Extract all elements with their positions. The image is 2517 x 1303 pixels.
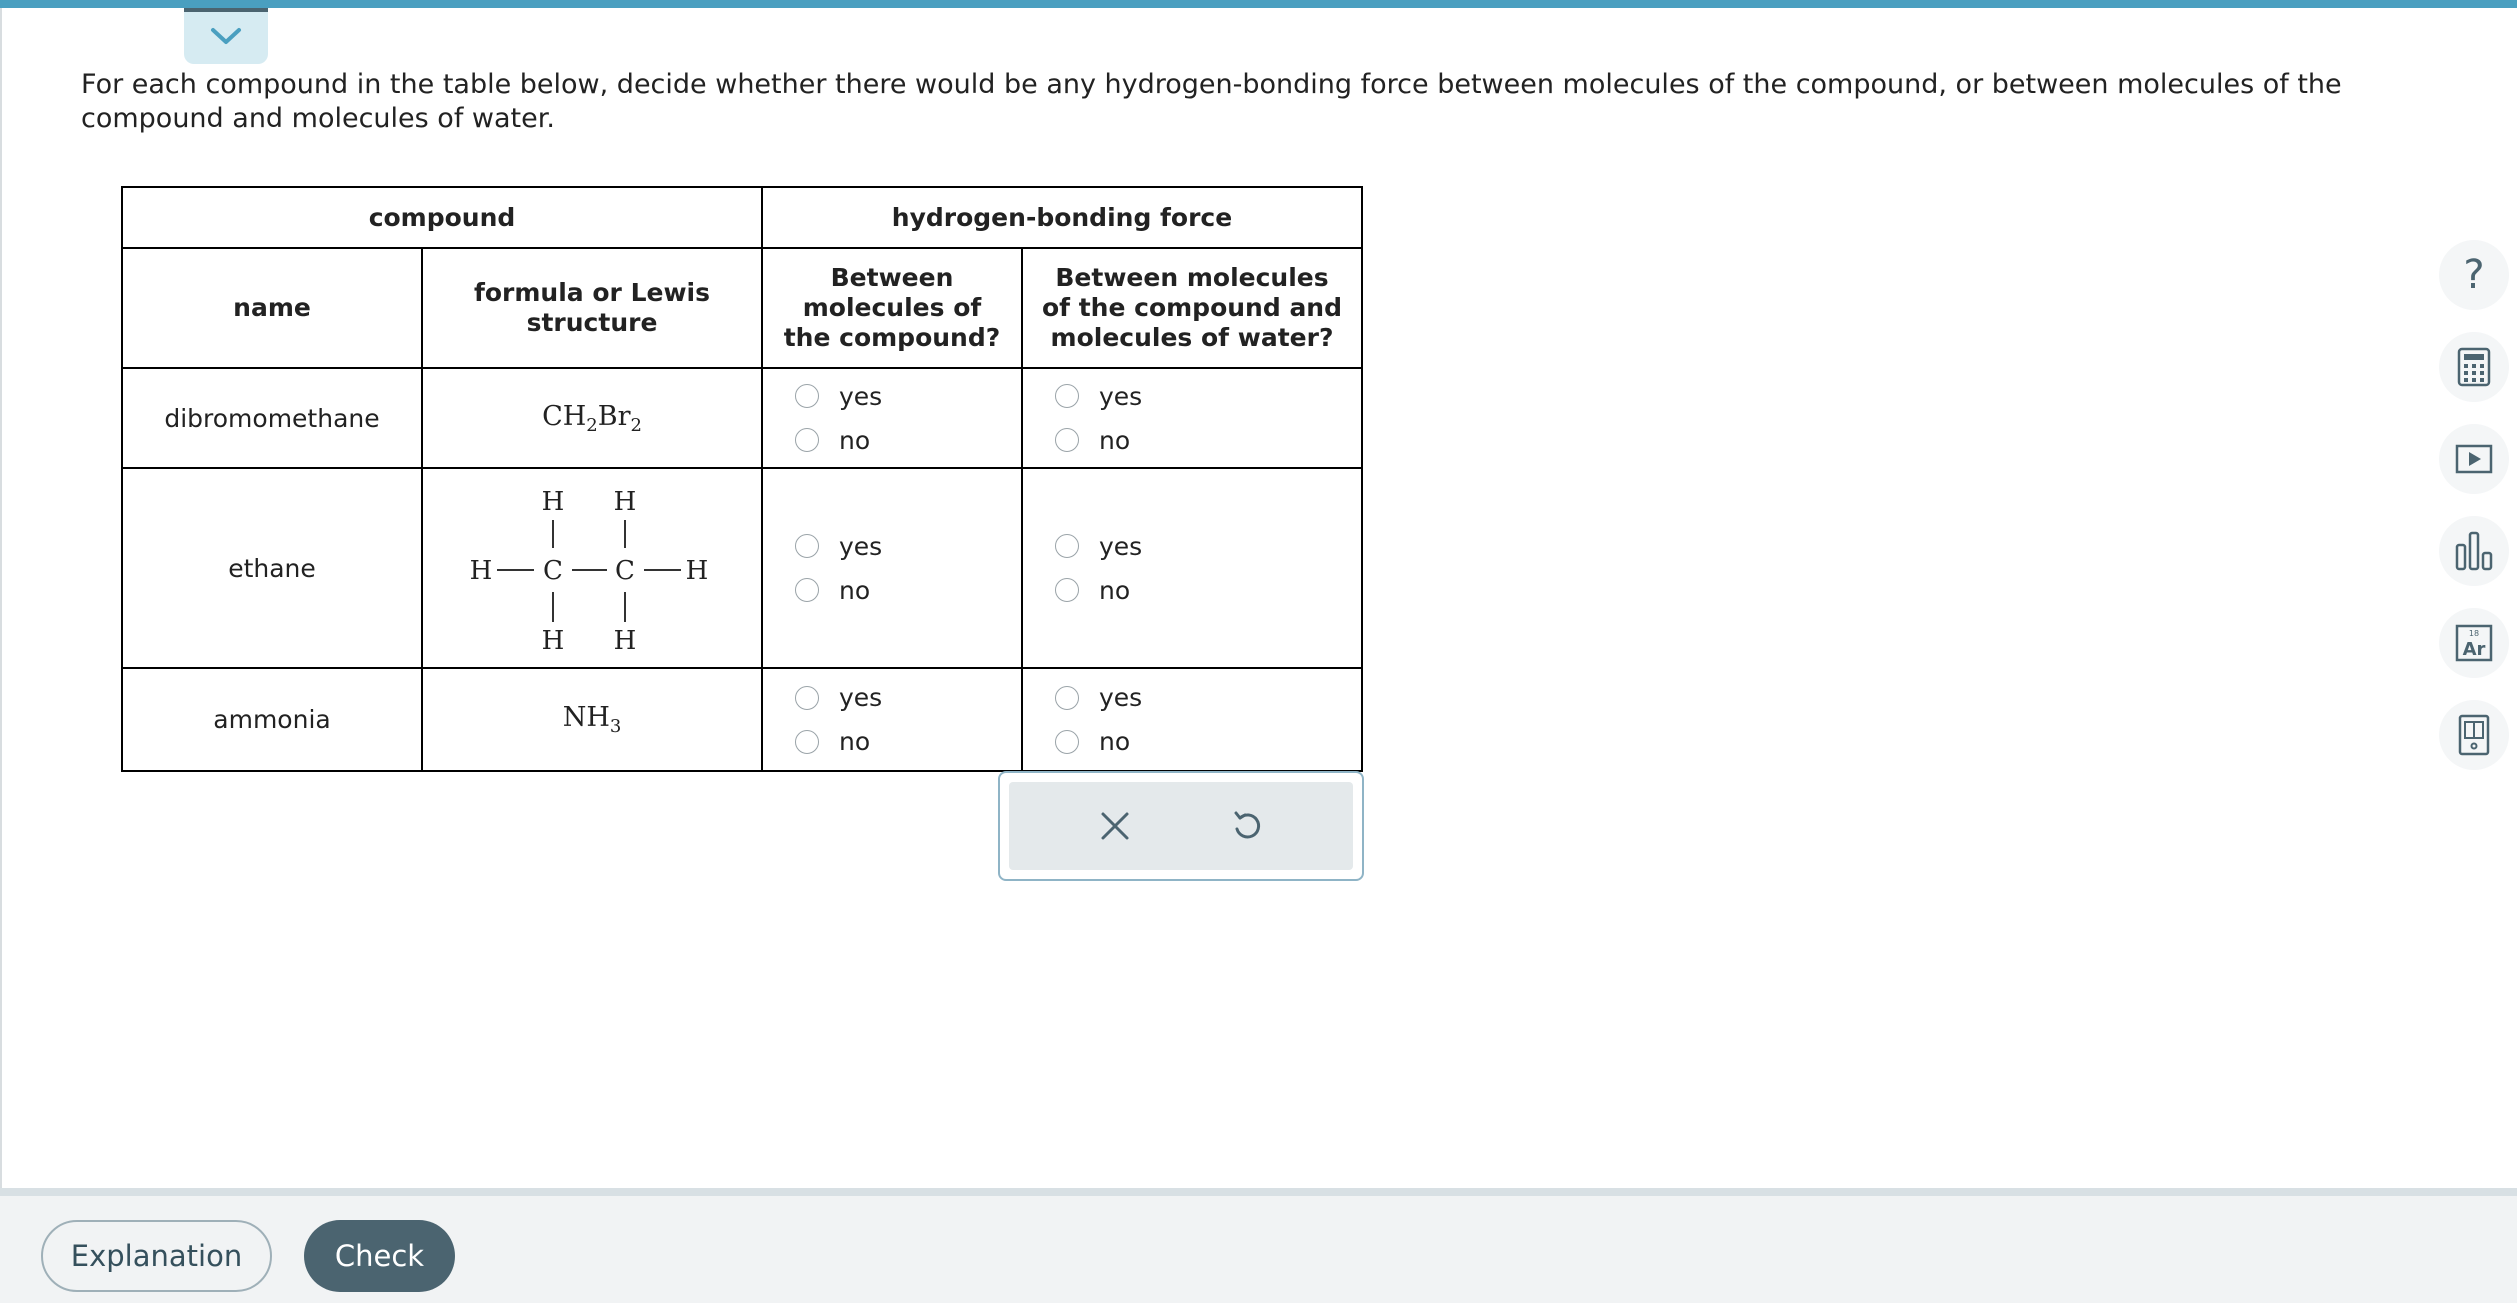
radio-button[interactable]: [1055, 384, 1079, 408]
chemical-formula: $NH_3$: [562, 702, 622, 737]
radio-no[interactable]: no: [795, 720, 1021, 764]
radio-button[interactable]: [795, 428, 819, 452]
answer-action-box: [998, 771, 1364, 881]
radio-no[interactable]: no: [1055, 720, 1361, 764]
radio-button[interactable]: [795, 384, 819, 408]
table-row: [122, 668, 1362, 771]
calculator-button[interactable]: [2439, 332, 2509, 402]
table-row: [122, 468, 1362, 668]
radio-no[interactable]: no: [795, 418, 1021, 462]
table-row: [122, 368, 1362, 468]
undo-button[interactable]: [1212, 791, 1282, 861]
water-choices: [1022, 668, 1362, 771]
svg-text:H: H: [613, 626, 637, 656]
answer-action-bar: [1009, 782, 1353, 870]
video-icon: [2455, 444, 2493, 474]
left-border: [0, 8, 2, 1188]
between-choices: [762, 668, 1022, 771]
x-icon: [1100, 811, 1130, 841]
svg-text:H: H: [685, 556, 709, 586]
radio-yes[interactable]: yes: [795, 374, 1021, 418]
ethane-lewis-structure: [462, 476, 722, 660]
formula-cell: [422, 468, 762, 668]
reference-button[interactable]: [2439, 700, 2509, 770]
water-choices: [1022, 468, 1362, 668]
radio-button[interactable]: [795, 578, 819, 602]
chart-button[interactable]: [2439, 516, 2509, 586]
hydrogen-bonding-table: [121, 186, 1363, 772]
radio-button[interactable]: [795, 730, 819, 754]
radio-yes[interactable]: yes: [1055, 374, 1361, 418]
radio-button[interactable]: [1055, 428, 1079, 452]
footer-bar: [0, 1188, 2517, 1303]
side-toolbar: [2439, 240, 2509, 792]
radio-yes[interactable]: yes: [1055, 524, 1361, 568]
svg-text:H: H: [541, 626, 565, 656]
periodic-table-icon: [2455, 624, 2493, 662]
radio-no[interactable]: no: [1055, 568, 1361, 612]
compound-name: ammonia: [122, 668, 422, 771]
compound-name: ethane: [122, 468, 422, 668]
help-icon: ?: [2463, 252, 2485, 298]
radio-button[interactable]: [1055, 534, 1079, 558]
chevron-down-icon: [209, 25, 243, 47]
top-accent-bar: [0, 0, 2517, 8]
radio-yes[interactable]: yes: [1055, 676, 1361, 720]
undo-icon: [1230, 809, 1264, 843]
radio-button[interactable]: [795, 534, 819, 558]
svg-text:H: H: [541, 487, 565, 517]
formula-cell: [422, 368, 762, 468]
question-prompt: For each compound in the table below, decide whether there would be any hydrogen-bonding force between molecules of the compound, or between molecules of the compound and molecules of water.: [81, 69, 2342, 134]
radio-button[interactable]: [1055, 730, 1079, 754]
svg-text:H: H: [613, 487, 637, 517]
svg-text:18: 18: [2468, 629, 2480, 638]
between-choices: [762, 368, 1022, 468]
chemical-formula: $CH_2Br_2$: [542, 400, 642, 436]
group-header-compound: compound: [122, 187, 762, 248]
clear-button[interactable]: [1080, 791, 1150, 861]
reference-icon: [2457, 714, 2491, 756]
help-button[interactable]: [2439, 240, 2509, 310]
explanation-button[interactable]: Explanation: [41, 1220, 272, 1292]
col-header-formula: formula or Lewis structure: [422, 248, 762, 368]
radio-no[interactable]: no: [1055, 418, 1361, 462]
col-header-between: Between molecules of the compound?: [762, 248, 1022, 368]
chart-icon: [2454, 531, 2494, 571]
periodic-table-button[interactable]: [2439, 608, 2509, 678]
svg-text:H: H: [469, 556, 493, 586]
svg-text:C: C: [543, 556, 563, 586]
between-choices: [762, 468, 1022, 668]
calculator-icon: [2456, 347, 2492, 387]
col-header-water: Between molecules of the compound and molecules of water?: [1022, 248, 1362, 368]
radio-button[interactable]: [1055, 686, 1079, 710]
video-button[interactable]: [2439, 424, 2509, 494]
radio-no[interactable]: no: [795, 568, 1021, 612]
svg-text:Ar: Ar: [2462, 639, 2486, 660]
radio-button[interactable]: [1055, 578, 1079, 602]
check-button[interactable]: Check: [304, 1220, 455, 1292]
svg-text:C: C: [615, 556, 635, 586]
formula-cell: [422, 668, 762, 771]
water-choices: [1022, 368, 1362, 468]
group-header-hydrogen-bonding: hydrogen-bonding force: [762, 187, 1362, 248]
compound-name: dibromomethane: [122, 368, 422, 468]
radio-button[interactable]: [795, 686, 819, 710]
col-header-name: name: [122, 248, 422, 368]
radio-yes[interactable]: yes: [795, 524, 1021, 568]
collapse-toggle[interactable]: [184, 8, 268, 64]
radio-yes[interactable]: yes: [795, 676, 1021, 720]
